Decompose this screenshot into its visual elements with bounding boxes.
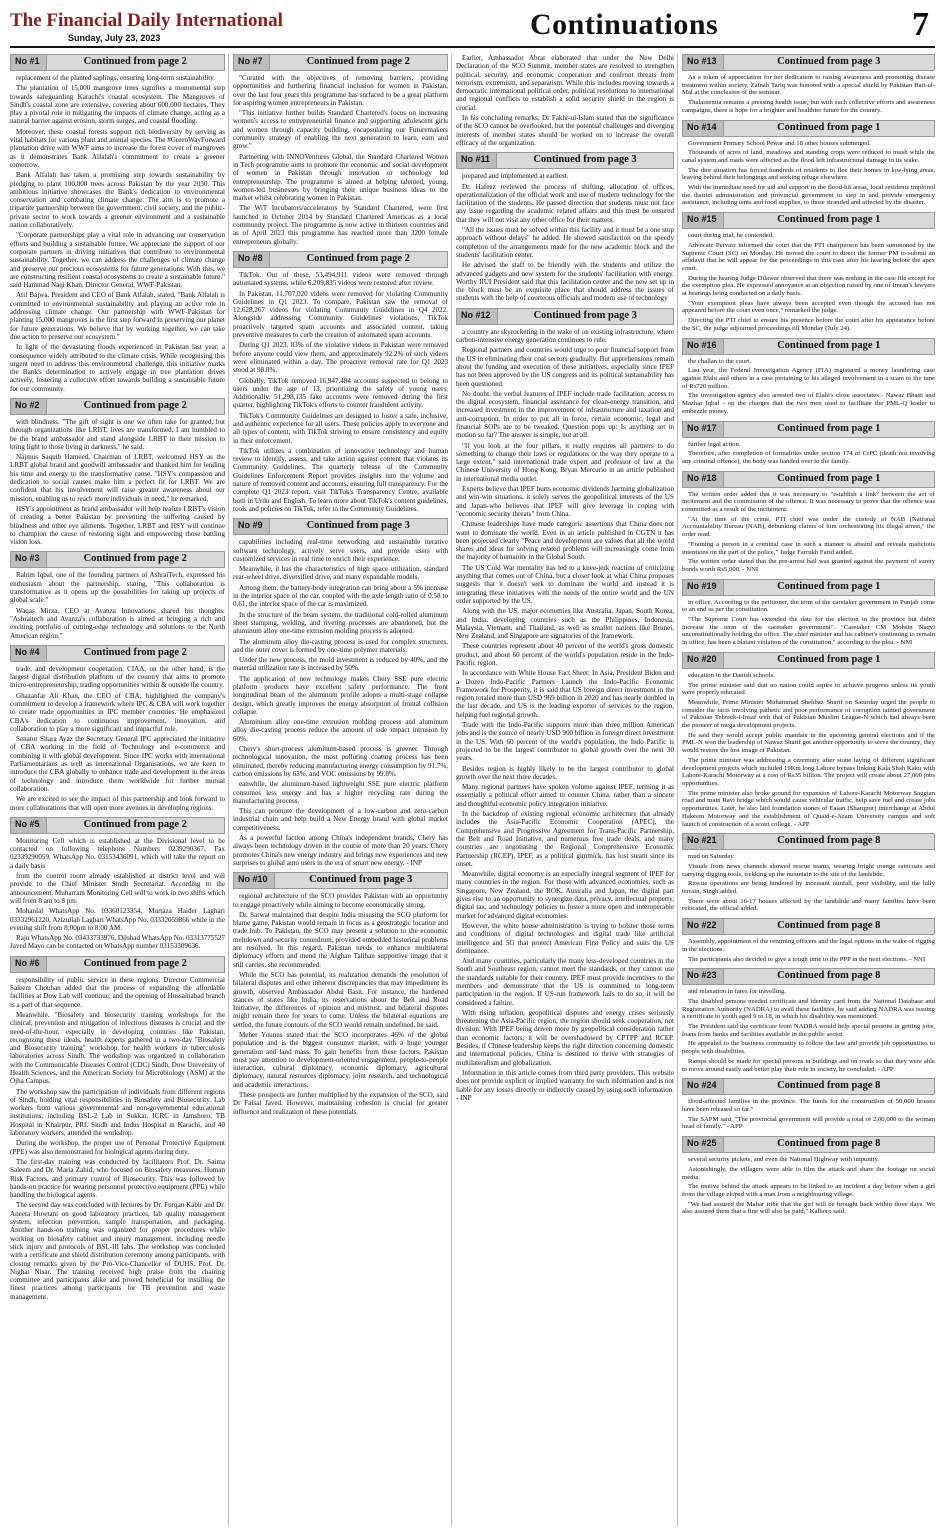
article-paragraph: Experts believe that IPEF hurts economic dividends harming globalization and win-win situations, it solely serves the geopolitical interests of the US and Japan-who believes that IPEF will give leverage in coping with "economic security threats" from China. xyxy=(456,485,674,518)
continued-from-label: Continued from page 8 xyxy=(777,1138,881,1150)
article-paragraph: court during trial, he contended. xyxy=(688,232,774,240)
continuation-header xyxy=(682,1136,935,1153)
article-paragraph: Last year, the Federal Investigation Agency (FIA) registered a money laundering case against Elahi and others in a case pertaining to his alleged involvement in a scam to the tune of Rs720 million. xyxy=(682,367,935,390)
column-divider xyxy=(451,54,452,1526)
article-paragraph: with blindness. "The gift of sight is one we often take for granted, but through organizations like LRBT, lives are transformed. I am humbled to be the brand ambassador and stand alongside LRBT in their mission to bring light to those living in darkness," he said. xyxy=(10,417,225,451)
continuation-header xyxy=(233,872,448,889)
article-paragraph: There were about 16-17 houses affected by the landslide and many families have been relocated, the official added. xyxy=(682,897,935,913)
continuation-number: No #20 xyxy=(683,653,724,668)
column-divider xyxy=(677,54,678,1526)
continuation-number: No #5 xyxy=(11,818,47,833)
continuation-number: No #23 xyxy=(683,969,724,984)
continuation-article xyxy=(233,518,448,867)
continuation-header xyxy=(10,817,225,834)
continued-from-label: Continued from page 1 xyxy=(777,339,881,351)
continuation-number: No #10 xyxy=(234,873,275,888)
continued-from-label: Continued from page 1 xyxy=(777,422,881,434)
continued-from-label: Continued from page 8 xyxy=(777,920,881,932)
article-paragraph: Meanwhile, digital economy is an especially integral segment of IPEF for many countries in the region. For those with advanced economies, such as Singapore, New Zealand, the ROK, Australia and Japan, the digital part gives rise to an opportunity to synergize data, privacy, intellectual property, digital tax, and technology policies to foster a more open and interoperable market for advanced digital economies. xyxy=(456,870,674,920)
continuation-header xyxy=(10,645,225,662)
continuation-article xyxy=(10,398,225,546)
continuation-article xyxy=(682,1078,935,1131)
article-paragraph: While the SCO has potential, its realization demands the resolution of bilateral disputes and other inherent discrepancies that may impediment its growth, observed Ambassador Abdul Basit. For instance, the hardened stances of states like India, its reservations about the Belt and Road Initiative, the differences of opinion and mistrust, and bilateral disputes might remain there for years to come. Unless the bilateral equations are settled, the future contours of the SCO would remain undefined, he said. xyxy=(233,970,448,1029)
continued-from-label: Continued from page 3 xyxy=(533,309,637,321)
continuation-number: No #7 xyxy=(234,55,270,70)
article-paragraph: Therefore, after completion of formalities under section 174 of CrPC (death not involving any criminal offence), the body was handed over to the family. xyxy=(682,450,935,465)
continued-from-label: Continued from page 2 xyxy=(306,56,410,67)
article-paragraph: Dr. Sarwat maintained that despite India misusing the SCO platform for blame game, Pakistan would remain in focus as a geostrategic location and trade hub. To Pakistan, the SCO may present a solution to the economic meltdown and security conundrum, provided embedded historical problems are resolved. In this regard, Pakistan needs to enhance multilateral diplomacy efforts and mend the Afghan Taliban supportive image that it still carries, she recommended. xyxy=(233,910,448,969)
article-paragraph: Astonishingly, the villagers were able to film the attack and share the footage on social media. xyxy=(682,1165,935,1181)
article-paragraph: These prospects are further multiplied by the expansion of the SCO, said Dr Faisal Javed. However, maintaining cohesion is crucial for greater influence and realization of these potentials. xyxy=(233,1091,448,1116)
article-paragraph: In the structure of the beam system, the traditional cold-rolled aluminum sheet stamping, welding, and riveting processes are abandoned, but the aluminum alloy one-time extrusion molding process is adopted. xyxy=(233,610,448,636)
article-paragraph: Along with the US, major economies like Australia, Japan, South Korea, and India, developing countries such as the Philippines, Indonesia, Malaysia, Vietnam, and Thailand, as well as smaller nations like Brunei, New Zealand, and Singapore are signatories of the framework. xyxy=(456,607,674,641)
article-paragraph: As a powerful faction among China's independent brands, Chery has always been technology driven in the course of more than 20 years. Chery promotes China's new energy industry and brings new experiences and new surprises to global auto users in the era of smart new energy. - INP xyxy=(233,834,448,867)
article-paragraph: "Curated with the objectives of removing barriers, providing opportunities and furthering financial inclusion for women in Pakistan, over the last four years this programme has surfaced to be a great platform for aspiring women entrepreneurs in Pakistan. xyxy=(233,74,448,107)
article-paragraph: The second day was concluded with lectures by Dr. Furqan Kabir and Dr. Aneeta Howtani on good laboratory practices, lab quality management system, infection prevention, sample transportation, and packaging. Another hands-on training was organized for proper procedures while working on biosafety cabinet and injury management, including needle stick injury and protocols of BSL-III labs. The workshop was concluded with a certificate and shield distribution ceremony among participants, with closing remarks given by the Pro-Vice-Chancellor of DUHS, Prof. Dr. Nighat Nisar. The training received high praise from the chairing committee and participants alike and proved beneficial for instilling the finest practices among participants for TB prevention and waste management. xyxy=(10,1201,225,1301)
article-paragraph: trade, and development cooperation. CIAA, on the other hand, is the largest digital distribution platform of the country that aims to promote micro-entrepreneurship, trading opportunities within & outside the country. xyxy=(10,664,225,690)
continued-from-label: Continued from page 2 xyxy=(83,957,187,969)
continued-from-label: Continued from page 2 xyxy=(83,399,187,411)
article-paragraph: from the control room already established at district level and will provide to the Chief Minister Sindh Secretariat. According to the announcement, Muharram Monitoring Cell will to work in two shifts which will from 8 am to 8 pm. xyxy=(10,872,225,905)
article-paragraph: The written order added that it was necessary to "establish a link" between the act of incitement and the commission of the offence. It was necessary to prove that the offence was committed as a result of the incitement. xyxy=(682,490,935,514)
column-2 xyxy=(233,54,448,1526)
continuation-header xyxy=(682,120,935,137)
continuation-number: No #13 xyxy=(683,55,724,70)
article-paragraph: TikTok utilizes a combination of innovative technology and human review to identify, assess, and take action against content that violates its Community Guidelines. The quarterly release of the Community Guidelines Enforcement Report provides insights into the volume and nature of removed content and accounts, ensuring full transparency. For the complete Q1 2023 report, visit TikTok's Transparency Centre, available both in Urdu and English. To learn more about TikTok's content guidelines, tools and policies on TikTok, refer to the Community Guidelines. xyxy=(233,446,448,513)
article-paragraph: The motive behind the attack appears to be linked to an incident a day before when a girl from the village eloped with a man from a neighbouring village. xyxy=(682,1183,935,1198)
article-paragraph: mud on Saturday. xyxy=(688,853,735,861)
continuation-article xyxy=(456,152,674,302)
article-paragraph: The prime minister also broke ground for expansion of Lahore-Karachi Motorway Saggian road and main Ravi bridge which would cause vehicular traffic, help save fuel and create jobs opportunities. Later, he also laid foundation stones of Easan (Sharqpur) interchange at Abdul Hakeem Motorway and the establishment of Quaid-e-Azam University campus and soft launch of construction of a scout college. - APP xyxy=(682,789,935,828)
continuation-number: No #16 xyxy=(683,339,724,354)
continuation-header xyxy=(10,54,225,71)
continued-from-label: Continued from page 8 xyxy=(777,1080,881,1092)
article-paragraph: capabilities including real-time networking and sustainable iterative software technology, actively serve users, and provide users with customized services in real time to enrich their experience. xyxy=(233,538,448,563)
page-number: 7 xyxy=(912,6,929,43)
article-paragraph: Chery's short-process aluminum-based process is greener. Through technological innovation, the most polluting coating process has been eliminated, thereby reducing manufacturing energy consumption by 91.7%, carbon emissions by 63%, and VOC emissions by 99.8%. xyxy=(233,745,448,778)
column-1 xyxy=(10,54,225,1526)
article-paragraph: The workshop saw the participation of individuals from different regions of Sindh, holding vital responsibilities in Biosafety and Biosecurity. Lab workers from various governmental and non-governmental educational institutions, including BSL-2 Lab in Sukkar, ICRC in Jamshoro, TB Hospital in Khairpur, PRL Sindh and Indus Hospital in Karachi, and 40 laboratory workers, attended the workshop. xyxy=(10,1087,225,1138)
continuation-header xyxy=(233,251,448,268)
article-paragraph: This can promote the development of a low-carbon and zero-carbon industrial chain and help build a New Energy brand with global market competitiveness. xyxy=(233,807,448,832)
article-paragraph: Assembly, appointment of the returning officers and the legal options in the wake of rigging in the elections. xyxy=(682,938,935,953)
paper-name: The Financial Daily International xyxy=(10,10,283,31)
continuation-number: No #22 xyxy=(683,919,724,934)
article-paragraph: Monitoring Cell which is established at the Divisional level to be contacted on following telephone Numbers 0239290367, Fax 02339290059, WhatsApp No. 03153436091, which will take the report on a daily basis xyxy=(10,836,225,870)
continued-from-label: Continued from page 2 xyxy=(83,818,187,830)
continued-from-label: Continued from page 3 xyxy=(309,874,413,886)
continuation-article xyxy=(682,652,935,828)
article-paragraph: Moreover, these coastal forests support rich biodiversity by serving as vital habitats for various plant and animal species. The #GreenWayForward plantation drive with WWF aims to increase the forest cover of mangroves as it demonstrates Bank Alfalah's commitment to create a greener tomorrow. xyxy=(10,127,225,169)
section-title: Continuations xyxy=(530,8,719,41)
continuation-article xyxy=(682,968,935,1073)
article-paragraph: Meanwhile, it has the characteristics of high space utilization, standard rear-wheel drive, diversified drive, and many expandable models. xyxy=(233,565,448,582)
article-paragraph: Raju WhatsApp No. 03433733976, Dilshad WhatsApp No. 03313775527 Javed Mayo can be contacted on WhatsApp number 03153309636. xyxy=(10,934,225,951)
article-paragraph: HSY's appointment as brand ambassador will help realize LRBT's vision of creating a better Pakistan by preventing the suffering caused by blindness and other eye ailments. Together, LRBT and HSY will continue to champion the cause of restoring sight and empowering those battling vision loss. xyxy=(10,504,225,547)
article-paragraph: further legal action. xyxy=(688,440,741,448)
article-paragraph: The aluminum alloy die-casting process is used for complex structures, and the outer cover is formed by one-time polymer materials. xyxy=(233,637,448,654)
continuation-article xyxy=(682,471,935,574)
article-paragraph: and relaxation in fares for travelling. xyxy=(688,988,787,996)
article-paragraph: Bank Alfalah has taken a promising step towards sustainability by pledging to plant 100,000 trees across Pakistan by the year 2030. This ambitious initiative showcases the Bank's dedication to environmental conservation and combating climate change. The aim is to promote a tripartite partnership between the government, civil society, and the public-private sector to work towards a greener environment and a sustainable nation collaboratively. xyxy=(10,171,225,230)
article-paragraph: These countries represent about 40 percent of the world's gross domestic product, and about 60 percent of the world's population reside in the Indo-Pacific region. xyxy=(456,642,674,667)
article-paragraph: Meanwhile, Prime Minister Muhammad Shehbaz Sharif on Saturday urged the people to consider the facts involving pathetic and poor performance of corruption tainted government of Pakistan Tehreek-i-Insaf with that of Pakistan Muslim League-N which had always been the pioneer of mega development projects. xyxy=(682,698,935,730)
continued-from-label: Continued from page 2 xyxy=(83,646,187,658)
continued-from-label: Continued from page 1 xyxy=(777,121,881,133)
article-paragraph: Ghazanfar Ali Khan, the CEO of CBA, highlighted the company's commitment to develop a framework where IPC & CBA will work together to create trade opportunities in IPC member countries. He emphasized CBA's dedication to continuous improvement, innovation, and collaboration to play a more significant and impactful role. xyxy=(10,691,225,733)
article-paragraph: During the workshop, the proper use of Personal Protective Equipment (PPE) was also demonstrated for biological agents during duty. xyxy=(10,1139,225,1156)
continued-from-label: Continued from page 1 xyxy=(777,472,881,484)
article-paragraph: The participants also decided to give a tough time to the PPP in the next elections. - NNI xyxy=(688,955,926,963)
continued-from-label: Continued from page 3 xyxy=(306,520,410,532)
article-paragraph: Many regional partners have spoken volume against IPEF, terming it as essentially a political effort aimed to counter China, rather than a sincere and thoughtful economic policy integration initiative. xyxy=(456,783,674,808)
article-paragraph: The first-day training was conducted by facilitators Prof. Dr. Saima Saleem and Dr. Maria Zahid, who focused on Biosafety measures, Human Risk Factors, and primary control of Biosecurity. This was followed by hands-on practice for wearing personnel protective equipment (PPE) while handling the biological agents. xyxy=(10,1157,225,1200)
article-paragraph: Najmus Saquib Hameed, Chairman of LRBT, welcomed HSY as the LRBT global brand and goodwill ambassador and thanked him for lending his time and energy to the transformative cause. "HSY's compassion and dedication to social causes make him a perfect fit for LRBT. We are confident that his involvement will raise greater awareness about our mission, enabling us to reach more individuals in need," he remarked. xyxy=(10,453,225,503)
continuation-article xyxy=(682,338,935,416)
article-paragraph: Information in this article comes from third party providers. This website does not provide explicit or implied warranty for such information and is not liable for any losses directly or indirectly caused by using such information. - INP xyxy=(456,1068,674,1102)
issue-date: Sunday, July 23, 2023 xyxy=(68,33,161,43)
continued-from-label: Continued from page 3 xyxy=(777,56,881,67)
continuation-header xyxy=(10,551,225,568)
article-paragraph: The plantation of 15,000 mangrove trees signifies a monumental step towards safeguarding Karachi's coastal ecosystem. The Mangroves of Sindh's coastal zone are extensive, covering about 600,000 hectares. They play a pivotal role in mitigating the impacts of climate change, acting as a natural barrier against erosion, storm surges, and coastal flooding. xyxy=(10,84,225,126)
continuation-article xyxy=(456,54,674,147)
article-paragraph: No doubt, the verbal features of IPEF include trade facilitation, access to the digital ecosystem, financial assistance for clean-energy transition, and increased investment in the improvement of infrastructure and taxation and anti-corruption. In order to put all in force, certain economic, legal and financial SOPs are to be tweaked. Question pops up: Is anything set in motion so far? The answer is simple, not at all. xyxy=(456,389,674,440)
article-paragraph: TikTok. Out of these, 53,494,911 videos were removed through automated systems, while 6,209,835 videos were restored after review. xyxy=(233,270,448,288)
column-divider xyxy=(228,54,229,1526)
article-paragraph: responsibility of public service in these regions. Director Commercial Saleem Chouhan added that the process of expanding the affordable facilities at Dow Lab will continue, and the opening of Hussainabad branch is a part of that sequence. xyxy=(10,975,225,1009)
article-paragraph: During the hearing Judge Dilawar observed that there was nothing in the case file except for the exemption plea. He expressed annoyance at an objection raised by one of Imran's lawyers at hearings being conducted on a daily basis. xyxy=(682,274,935,298)
continuation-article xyxy=(682,918,935,963)
article-paragraph: The application of new technology makes Chery SSE pure electric platform products have excellent safety performance. The front longitudinal beam of the aluminum profile adopts a multi-stage collapse design, which greatly improves the energy absorption of frontal collision collapse. xyxy=(233,674,448,716)
continuation-number: No #4 xyxy=(11,646,47,661)
continuation-article xyxy=(682,120,935,208)
continued-from-label: Continued from page 1 xyxy=(777,653,881,665)
continuation-header xyxy=(682,1078,935,1095)
article-paragraph: "Corporate partnerships play a vital role in advancing our conservation efforts and building a sustainable future. We appreciate the support of our corporate partners in driving initiatives that contribute to environmental sustainability. Together, we can address the challenges of climate change and preserve our precious ecosystems for future generations. With this, we are constructing resilient coastal ecosystems to create a sustainable future." said Hammad Naqi Khan, Director General, WWF-Pakistan. xyxy=(10,231,225,290)
continued-from-label: Continued from page 8 xyxy=(777,835,881,847)
article-paragraph: However, the white house administration is trying to bolster those terms and conditions of digital technologies and digital trade like artificial intelligence and 5G that protect American First Policy and suits the US dominance. xyxy=(456,921,674,955)
article-paragraph: "Framing a person in a criminal case in such a manner is absurd and reveals malicious intentions on the part of the police," Judge Farrukh Farid added. xyxy=(682,540,935,556)
continuation-number: No #1 xyxy=(11,55,47,70)
article-paragraph: Dr. Hafeez reviewed the process of shifting, allocation of offices, operationalization of the official work and use of modern technology for the facilitation of the students. He passed direction that students must not face any issue regarding the academic related affairs and this must be ensured that they will not visit any other office for their matters. xyxy=(456,182,674,224)
article-paragraph: The written order stated that the pre-arrest bail was granted against the payment of surety bonds worth Rs5,000. - NNI xyxy=(682,558,935,573)
article-paragraph: education in the Danish schools. xyxy=(688,671,775,679)
article-paragraph: Senator Sitara Ayaz the Secretary General IPC appreciated the initiative of CBA working in the field of Technology and e-commerce and combining it with global development. Since IPC works with international Parliamentarians as well as international Organisations, we are keen to introduce the CBA globally to enhance trade and development in the areas of technology and introduce them worldwide for further mutual collaboration. xyxy=(10,735,225,793)
continuation-header xyxy=(10,398,225,415)
continuation-header xyxy=(682,421,935,438)
continuation-header xyxy=(233,518,448,535)
article-paragraph: The dire situation has forced hundreds of residents to flee their homes in low-lying areas, leaving behind their belongings and seeking refuge elsewhere. xyxy=(682,166,935,182)
continued-from-label: Continued from page 2 xyxy=(306,252,410,264)
article-paragraph: "If you look at the four pillars, it really requires all partners to do something to change their laws or regulations or the way they operate to a large extent," said international trade expert and professor of law at the Chinese University of Hong Kong, Bryan Mercurio in an article published in international media outlet. xyxy=(456,441,674,483)
article-paragraph: He appealed to the business community to follow the law and provide job opportunities to people with disabilities. xyxy=(682,1040,935,1056)
continuation-article xyxy=(682,833,935,913)
continuation-number: No #21 xyxy=(683,834,724,849)
continuation-header xyxy=(682,212,935,229)
continuation-number: No #14 xyxy=(683,121,724,136)
article-paragraph: Partnering with INNOVentures Global, the Standard Chartered Women in Tech programme aims to promote the economic and social development of women in Pakistan through innovation or technology led entrepreneurship. The programme is aimed at helping talented, young, women-led businesses by bringing their unique business ideas to the market whilst celebrating women in Pakistan. xyxy=(233,152,448,203)
continuation-number: No #15 xyxy=(683,213,724,228)
article-paragraph: He said they would accept public mandate in the upcoming general elections and if the PML-N won the leadership of Nawaz Sharif got another opportunity to serve the country, they would restore the lost image of Pakistan. xyxy=(682,731,935,755)
continued-from-label: Continued from page 1 xyxy=(777,580,881,592)
article-paragraph: Regional partners and countries would urge to pour financial support from the US in eliminating their coal sectors gradually. But apprehensions remain about the funding and execution of these initiatives, especially since IPEF has not been approved by the US congress and its political sustainability has been questioned. xyxy=(456,346,674,388)
article-paragraph: Globally, TikTok removed 16,947,484 accounts suspected to belong to users under the age of 13, prioritizing the safety of young users. Additionally, 51,298,135 fake accounts were removed during the first quarter, highlighting TikTok's efforts to counter fraudulent activity. xyxy=(233,376,448,410)
continuation-number: No #25 xyxy=(683,1137,724,1152)
article-paragraph: Under the new process, the mold investment is reduced by 40%, and the material utilization rate is increased by 50%. xyxy=(233,656,448,673)
article-paragraph: Ramps should be made for special persons in buildings and on roads so that they were able to move around easily and better play their role in society, he concluded. - APP xyxy=(682,1057,935,1073)
article-paragraph: Besides region is highly likely to be the largest contributor to global growth over the next three decades. xyxy=(456,764,674,781)
continuation-article xyxy=(10,551,225,639)
continuation-article xyxy=(10,817,225,951)
continuation-header xyxy=(682,918,935,935)
continuation-header xyxy=(456,152,674,169)
article-paragraph: "All the issues must be solved within this facility and it must be a one stop approach without delays" he added. He showed satisfaction on the speedy completion of the arrangements made for the new academic block and the students' facilitation center. xyxy=(456,226,674,259)
continuation-number: No #2 xyxy=(11,399,47,414)
article-paragraph: in office. According to the petitioner, the term of the caretaker government in Punjab come to an end as per the constitution. xyxy=(682,598,935,614)
article-paragraph: TikTok's Community Guidelines are designed to foster a safe, inclusive, and authentic experience for all users. These policies apply to everyone and all types of content, with TikTok striving to ensure consistency and equity in their enforcement. xyxy=(233,411,448,445)
article-paragraph: Thousands of acres of land, meadows and standing crops were reduced to mush while the canal system and roads were affected as the flood left infrastructural damage in its wake. xyxy=(682,149,935,164)
continuation-article xyxy=(682,1136,935,1216)
continuation-article xyxy=(10,54,225,393)
continuation-article xyxy=(682,579,935,647)
article-paragraph: Chinese leaderships have made categoric assertions that China does not want to dominate the world. Even in an article published in CGTN it has been projected clearly "Peace and development are values that all the world shares and ideas for solving related problems will increasingly come from the majority of humanity in the Global South. xyxy=(456,520,674,562)
continuation-header xyxy=(682,54,935,71)
continuation-number: No #3 xyxy=(11,552,47,567)
continuation-header xyxy=(233,54,448,71)
continuation-header xyxy=(682,338,935,355)
continuation-article xyxy=(233,54,448,246)
article-paragraph: Directing the PTI chief to ensure his presence before the court after his appearance before the SC, the judge adjourned proceedings till Monday (July 24). xyxy=(682,317,935,332)
column-3 xyxy=(456,54,674,1526)
continuation-number: No #12 xyxy=(457,309,498,324)
article-paragraph: The prime minister was addressing a ceremony after stone laying of different significant development projects which included 19Km long Lahore bypass linking Kala Shah Kaku with Lahore-Karachi Motorway at a cost of Rs35 billion. The project will create about 27,000 jobs opportunities. xyxy=(682,756,935,787)
article-paragraph: The SAPM said, "The provincial government will provide a total of 2,00,000 to the woman head of family." - APP xyxy=(682,1115,935,1131)
continuation-number: No #18 xyxy=(683,472,724,487)
article-paragraph: The WiT Incubators/accelerators by Standard Chartered, were first launched in October 2014 by Standard Chartered Americas as a local community project. The programme is now active in thirteen countries and as of April 2023 this programme has reached more than 3200 female entrepreneurs globally. xyxy=(233,204,448,246)
continued-from-label: Continued from page 2 xyxy=(83,553,187,565)
continuation-header xyxy=(456,308,674,325)
article-paragraph: Rahim Iqbal, one of the founding partners of AshraiTech, expressed his enthusiasm about the partnership, stating, "This collaboration is transformative as it opens up the possibilities for taking up projects of global scale." xyxy=(10,571,225,605)
article-paragraph: Meanwhile, "Biosafety and biosecurity training workshops for the clinical, prevention and mitigation of infectious diseases is crucial and the need-of-the-hour, especially in developing countries like Pakistan, recognizing these ideals, health experts gathered in a two-day "Biosafety and Biosecurity training" workshop for health workers in tuberculosis laboratories across Sindh. The workshop was organized in collaboration with the Communicable Diseases Control (CDC) Sindh, Dow University of Health Sciences, and the American Society for Microbiology (ASM) at the Ojha Campus. xyxy=(10,1010,225,1086)
article-paragraph: With rising inflation, geopolitical disputes and energy crises seriously threatening the Asia-Pacific region, the region should seek cooperation, not division. With IPEF being driven more by geopolitical consideration rather than economic factors, it will be overshadowed by CPTPP and RCEP. Besides, if Chinese leadership keeps the right direction concerning domestic and international policies, China is destined to thrive with strategies of multilateralism and globalization. xyxy=(456,1008,674,1067)
article-paragraph: Trade with the Indo-Pacific supports more than three million American jobs and is the source of nearly USD 900 billion in foreign direct investment in the US. With 60 percent of the world's population, the Indo Pacific is projected to be the largest contributor to global growth over the next 30 years. xyxy=(456,721,674,763)
article-paragraph: In Pakistan, 11,707,020 videos were removed for violating Community Guidelines in Q1 2023. To compare, Pakistan saw the removal of 12,628,267 videos for violating Community Guidelines in Q4 2022. Alongside addressing Community Guidelines violations, TikTok proactively targeted spam accounts and associated content, taking preventive measures to curb the creation of automated spam accounts. xyxy=(233,289,448,340)
article-paragraph: In accordance with White House Fact Sheet: In Asia, President Biden and a Dozen Indo-Pacific Partners Launch the Indo-Pacific Economic Framework for Prosperity, it is said that US foreign direct investment in the region totaled more than USD 969 billion in 2020 and has nearly doubled in the last decade, and US is the leading exporter of services to the region, helping fuel regional growth. xyxy=(456,669,674,719)
continuation-number: No #11 xyxy=(457,153,497,168)
continuation-header xyxy=(682,968,935,985)
continuation-article xyxy=(233,872,448,1116)
article-paragraph: Atif Bajwa, President and CEO of Bank Alfalah, stated, "Bank Alfalah is committed to environmental sustainability and playing an active role in addressing climate change. Our partnership with WWF-Pakistan for planting 15,000 mangroves is the first step forward in preserving our planet for future generations. We believe that by working together, we can take due action to preserve our ecosystem." xyxy=(10,291,225,341)
continuation-number: No #6 xyxy=(11,957,47,972)
article-paragraph: "We had assured the Mahar tribe that the girl will be brought back within three days. We also assured them that a fine will also be paid," Kalhoro said. xyxy=(682,1200,935,1216)
article-paragraph: the challan to the court. xyxy=(688,357,751,365)
article-paragraph: Thalassemia remains a pressing health issue, but with such collective efforts and awareness campaigns, there is hope for a brighter and healthier future for the country. xyxy=(682,99,935,114)
article-paragraph: In the backdrop of existing regional economic architecture that already includes the Asia-Pacific Economic Cooperation (APEC), the Comprehensive and Progressive Agreement for Trans-Pacific Partnership, the Belt and Road Initiative, and numerous free trade deals, and many countries are negotiating the Regional Comprehensive Economic Partnership (RCEP), IPEF, as a political gimmick, has lost steam since its onset. xyxy=(456,810,674,868)
column-4 xyxy=(682,54,935,1526)
continuation-article xyxy=(682,212,935,332)
article-paragraph: We are excited to see the impact of this partnership and look forward to more collaborations that will open more avenues in developing regions. xyxy=(10,795,225,812)
article-paragraph: eanwhile, the aluminum-based lightweight SSE pure electric platform consumes less energy and has a higher recycling rate during the manufacturing process. xyxy=(233,780,448,805)
article-paragraph: "Your exemption pleas have always been accepted even though the accused has not appeared before the court even once," remarked the judge. xyxy=(682,299,935,315)
article-paragraph: "This initiative further builds Standard Chartered's focus on increasing women's access to entrepreneurial finance and supporting adolescent girls and women through capacity building, encapsulating our Futuremakers community strategy of enabling the next generation to learn, earn and grow." xyxy=(233,109,448,151)
article-paragraph: a country are skyrocketing in the wake of on existing infrastructure, where carbon-intensive energy generation continues to rule. xyxy=(456,327,674,345)
article-paragraph: Mohanlal WhatsApp No. 03360123354, Murtaza Haider Laghari 03332961220, Azizullah Laghari WhatsApp No. 03332059866 while in the evening shift from 8:00pm to 8:00 AM. xyxy=(10,907,225,932)
continuation-article xyxy=(10,645,225,812)
continuation-article xyxy=(682,54,935,115)
article-paragraph: And many countries, particularly the many less-developed countries in the South and Southeast region, cannot meet the standards, or they cannot use the standards suitable for their country. IPEF must provide incentives to the members and demonstrate that the US is committed to long-term participation in the region. If US-run framework fails to do so, it will be considered a failure. xyxy=(456,957,674,1007)
continuation-header xyxy=(10,956,225,973)
article-paragraph: replacement of the planted saplings, ensuring long-term sustainability. xyxy=(16,74,216,82)
article-paragraph: Aluminium alloy one-time extrusion molding process and aluminum alloy die-casting process reduce the amount of side impact intrusion by 60%. xyxy=(233,718,448,743)
continuation-number: No #9 xyxy=(234,519,270,534)
article-paragraph: Meher Younus stated that the SCO incorporates 46% of the global population and is the biggest consumer market, with a huge younger generation and land mass. To gain benefits from these factors, Pakistan must pay attention to development-oriented engagement, people-to-people interaction, cultural diplomacy, economic diplomacy, agricultural diplomacy, natural resources diplomacy, joint research, and technological and academic interactions. xyxy=(233,1030,448,1089)
article-paragraph: Government Primary School Pewar and 18 other houses submerged. xyxy=(688,139,871,147)
continuation-number: No #17 xyxy=(683,422,724,437)
continuation-article xyxy=(10,956,225,1301)
masthead xyxy=(10,8,935,48)
article-paragraph: flood-affected families in the province. The funds for the construction of 50,000 houses have been released so far." xyxy=(682,1098,935,1113)
article-paragraph: regional architecture of the SCO provides Pakistan with an opportunity to engage proactively while aiming to become economically strong. xyxy=(233,892,448,909)
continuation-article xyxy=(456,308,674,1102)
continued-from-label: Continued from page 3 xyxy=(533,154,637,166)
article-paragraph: several security pickets, and even the National Highway with impunity. xyxy=(688,1156,880,1164)
continued-from-label: Continued from page 8 xyxy=(777,970,881,982)
article-paragraph: "At the time of the crime, PTI chief was under the custody of NAB [National Accountability Bureau (NAB), debunking claims of him orchestrating his illegal arrest," the order read. xyxy=(682,515,935,539)
article-paragraph: During Q1 2023, 83% of the violative videos in Pakistan were removed before anyone could view them, and approximately 92.2% of such videos were eliminated within a day. The proactive removal rate for Q1 2023 stood at 98.8%. xyxy=(233,341,448,375)
article-paragraph: The prime minister said that no nation could aspire to achieve progress unless its youth were properly educated. xyxy=(682,681,935,697)
article-paragraph: Advocate Pervaiz informed the court that the PTI chairperson has been summoned by the Supreme Court (SC) on Monday. He moved the court to direct the former PM to submit an affidavit that he will appear for the proceedings in this case after his hearing before the apex court. xyxy=(682,241,935,272)
continued-from-label: Continued from page 1 xyxy=(777,214,881,226)
article-paragraph: In his concluding remarks, Dr Fakhr-ul-Islam stated that the significance of the SCO cannot be overlooked, but the potential challenges and diverging interests of member states should be worked on to increase the overall efficacy of the organization. xyxy=(456,114,674,147)
continuation-number: No #8 xyxy=(234,252,270,267)
article-paragraph: As a token of appreciation for her dedication to raising awareness and promoting disease treatment within society, Zainab Tariq was honored with a special shield by Pakistan Bait-ul-Mal at the conclusion of the seminar. xyxy=(682,74,935,97)
continuation-number: No #24 xyxy=(683,1079,724,1094)
article-paragraph: Visuals from news channels showed rescue teams, wearing bright orange raincoats and carrying digging tools, trekking up the mountain to the site of the landslide. xyxy=(682,862,935,878)
continuation-article xyxy=(233,251,448,513)
article-paragraph: He advised the staff to be friendly with the students and utilize the advanced gadgets and new system for the students' facilitation with energy. Worthy IIUI President said that this facilitation center and the new set up in the block must be an exquisite place that should address the issues of students with the help of courteous officials and modern use of technology xyxy=(456,261,674,303)
continued-from-label: Continued from page 2 xyxy=(83,56,187,67)
article-paragraph: The disabled persons needed certificate and identity card from the National Database and Registration Authority (NADRA) to avail these facilities, he said adding NADRA was issuing a certificate to youth aged 9 to 18, in which his disability was mentioned. xyxy=(682,997,935,1021)
article-paragraph: In light of the devastating floods experienced in Pakistan last year, a consequence widely attributed to the climate crisis. While recognising this urgent need to address this environmental challenge, this initiative marks the Bank's determination to actively engage in tree plantation drives actively, fostering a collective effort towards building a sustainable future for our community. xyxy=(10,343,225,393)
article-paragraph: Rescue operations are being hindered by incessant rainfall, poor visibility, and the hilly terrain, Singh added. xyxy=(682,880,935,896)
continuation-header xyxy=(682,833,935,850)
continuation-header xyxy=(682,471,935,488)
continuation-article xyxy=(682,421,935,466)
article-paragraph: Among them, the battery-body integration can bring about a 5% increase in the interior space of the car, coupled with the axle length ratio of 0.58 to 0.61, the interior space of the car is maximized. xyxy=(233,583,448,609)
article-paragraph: Waqas Mirza, CEO at Avanza Innovations shared his thoughts: "Ashraitech and Avanza's collaboration is aimed at bringing a rich and exciting portfolio of cutting-edge technology and solutions to the North American region." xyxy=(10,606,225,640)
article-paragraph: The President said the certificate from NADRA would help special persons in getting jobs, loans from banks and facilities available in the public sector. xyxy=(682,1023,935,1038)
continuation-header xyxy=(682,579,935,596)
article-paragraph: The US Cold War mentality has led to a knee-jerk reaction of criticizing anything that comes out of China, but a closer look at what China proposes suggests that it doesn't seek to dominate the world and instead it is integrating these initiatives with the needs of the entire world and the UN order supported by the US. xyxy=(456,563,674,605)
article-paragraph: The investigation agency also arrested two of Elahi's close associates - Nawaz Bhatti and Mazhar Iqbal - on the charges that the two men used to facilitate the PML-Q leader to embezzle money. xyxy=(682,392,935,415)
article-paragraph: prepared and implemented at earliest. xyxy=(462,172,569,181)
continuation-number: No #19 xyxy=(683,580,724,595)
continuation-header xyxy=(682,652,935,669)
article-paragraph: With the immediate need for aid and support in the flood-hit areas, local residents implored the district administration and provincial government to step in and provide emergency assistance, including tents and food supplies, to those stranded and affected by the disaster. xyxy=(682,184,935,207)
article-paragraph: "The Supreme Court has extended the date for the election in the province but didn't increase the term of the caretaker government". "Caretaker CM Mohsin Naqvi unconstitutionally holding the office. The chief minister and his cabinet's continuing to remain in office, has been a blatant violation of the constitution," according to the plea. - NNI xyxy=(682,616,935,647)
article-paragraph: Earlier, Ambassador Abrar elaborated that under the New Delhi Declaration of the SCO Summit, member states are resolved to strengthen political, security, and economic cooperation and confront threats from terrorism, extremism, and separatism. While this includes moving towards a democratic international political order, political resolutions to international and regional conflicts to establish a solid security shield in the region is crucial. xyxy=(456,54,674,112)
